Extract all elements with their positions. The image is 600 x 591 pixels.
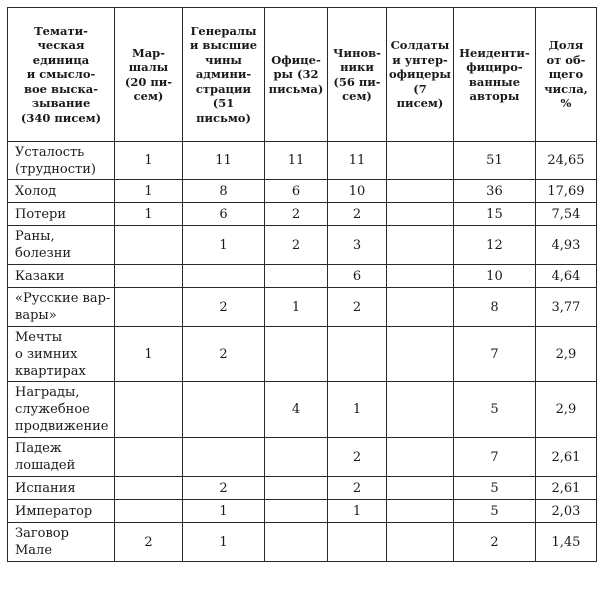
table-cell (115, 288, 183, 327)
table-row (8, 226, 597, 265)
header-cell-marshals: Мар- шалы (20 пи- сем) (115, 8, 183, 142)
row-label-cell: Испания (8, 477, 115, 500)
table-cell (115, 477, 183, 500)
table-cell (328, 523, 387, 562)
row-label-cell: «Русские вар- вары» (8, 288, 115, 327)
table-cell (387, 180, 454, 203)
table-cell (387, 523, 454, 562)
table-row (8, 288, 597, 327)
table-cell: 11 (328, 142, 387, 180)
table-cell: 1 (115, 327, 183, 382)
row-label-cell: Холод (8, 180, 115, 203)
row-label-cell: Мечты о зимних квартирах (8, 327, 115, 382)
table-cell (115, 226, 183, 265)
table-cell: 17,69 (535, 180, 596, 203)
table-cell (387, 288, 454, 327)
table-cell: 1 (115, 142, 183, 180)
document-page (7, 7, 597, 562)
table-cell: 51 (453, 142, 535, 180)
table-cell: 7 (453, 438, 535, 477)
table-cell: 1 (328, 500, 387, 523)
table-cell: 6 (183, 203, 265, 226)
row-label-cell: Император (8, 500, 115, 523)
table-cell: 24,65 (535, 142, 596, 180)
table-cell: 2 (265, 203, 328, 226)
table-cell: 1 (265, 288, 328, 327)
table-cell (183, 438, 265, 477)
table-cell (387, 265, 454, 288)
table-cell (265, 438, 328, 477)
table-cell: 2,9 (535, 382, 596, 438)
table-cell: 3 (328, 226, 387, 265)
row-label-cell: Раны, болезни (8, 226, 115, 265)
table-cell: 15 (453, 203, 535, 226)
table-row (8, 327, 597, 382)
table-cell: 1 (115, 180, 183, 203)
table-cell (387, 438, 454, 477)
table-cell: 10 (453, 265, 535, 288)
table-cell: 2 (115, 523, 183, 562)
table-cell (328, 327, 387, 382)
table-cell: 7,54 (535, 203, 596, 226)
table-row (8, 438, 597, 477)
row-label-cell: Усталость (трудности) (8, 142, 115, 180)
header-cell-topic: Темати- ческая единица и смысло- вое выска- зывание (340 писем) (8, 8, 115, 142)
table-cell (265, 500, 328, 523)
header-cell-unidentified: Неиденти- фициро- ванные авторы (453, 8, 535, 142)
table-cell: 2 (183, 327, 265, 382)
header-cell-soldiers: Солдаты и унтер- офицеры (7 писем) (387, 8, 454, 142)
table-cell: 7 (453, 327, 535, 382)
table-cell (265, 477, 328, 500)
row-label-cell: Заговор Мале (8, 523, 115, 562)
table-cell (387, 477, 454, 500)
table-row (8, 523, 597, 562)
table-cell: 2,61 (535, 438, 596, 477)
table-body (8, 8, 597, 562)
table-row (8, 500, 597, 523)
table-cell: 12 (453, 226, 535, 265)
table-cell: 1 (183, 226, 265, 265)
table-cell: 2 (328, 477, 387, 500)
table-cell: 11 (183, 142, 265, 180)
row-label-cell: Награды, служебное продвижение (8, 382, 115, 438)
table-cell (265, 265, 328, 288)
table-cell: 1,45 (535, 523, 596, 562)
table-cell (115, 382, 183, 438)
table-cell (387, 382, 454, 438)
thematic-letters-table (7, 7, 597, 562)
table-row (8, 180, 597, 203)
table-cell: 1 (183, 523, 265, 562)
table-cell (387, 203, 454, 226)
table-cell: 4,64 (535, 265, 596, 288)
row-label-cell: Казаки (8, 265, 115, 288)
table-cell: 11 (265, 142, 328, 180)
row-label-cell: Потери (8, 203, 115, 226)
table-cell (183, 382, 265, 438)
table-cell: 6 (328, 265, 387, 288)
table-cell (265, 523, 328, 562)
table-cell: 5 (453, 500, 535, 523)
table-cell: 8 (453, 288, 535, 327)
header-cell-officers: Офице- ры (32 письма) (265, 8, 328, 142)
header-cell-generals: Генералы и высшие чины админи- страции (51 письмо) (183, 8, 265, 142)
table-cell: 4,93 (535, 226, 596, 265)
table-header-row (8, 8, 597, 142)
table-cell: 2 (183, 477, 265, 500)
table-cell (183, 265, 265, 288)
row-label-cell: Падеж лошадей (8, 438, 115, 477)
table-cell: 8 (183, 180, 265, 203)
table-cell: 5 (453, 382, 535, 438)
table-cell: 1 (328, 382, 387, 438)
table-cell: 6 (265, 180, 328, 203)
table-row (8, 142, 597, 180)
table-cell (387, 327, 454, 382)
table-cell (387, 142, 454, 180)
table-cell (387, 226, 454, 265)
table-cell: 36 (453, 180, 535, 203)
table-cell: 2 (328, 288, 387, 327)
header-cell-share: Доля от об- щего числа, % (535, 8, 596, 142)
table-cell (115, 500, 183, 523)
table-cell: 2 (183, 288, 265, 327)
table-cell: 4 (265, 382, 328, 438)
table-cell: 2 (265, 226, 328, 265)
table-cell: 2 (453, 523, 535, 562)
table-cell (265, 327, 328, 382)
table-row (8, 265, 597, 288)
table-cell: 2 (328, 438, 387, 477)
table-cell: 2,61 (535, 477, 596, 500)
table-cell: 5 (453, 477, 535, 500)
table-cell: 1 (183, 500, 265, 523)
table-row (8, 477, 597, 500)
table-cell (115, 438, 183, 477)
table-cell (115, 265, 183, 288)
header-cell-officials: Чинов- ники (56 пи- сем) (328, 8, 387, 142)
table-cell: 3,77 (535, 288, 596, 327)
table-cell: 10 (328, 180, 387, 203)
table-row (8, 382, 597, 438)
table-row (8, 203, 597, 226)
table-cell: 2,03 (535, 500, 596, 523)
table-cell (387, 500, 454, 523)
table-cell: 2,9 (535, 327, 596, 382)
table-cell: 1 (115, 203, 183, 226)
table-cell: 2 (328, 203, 387, 226)
